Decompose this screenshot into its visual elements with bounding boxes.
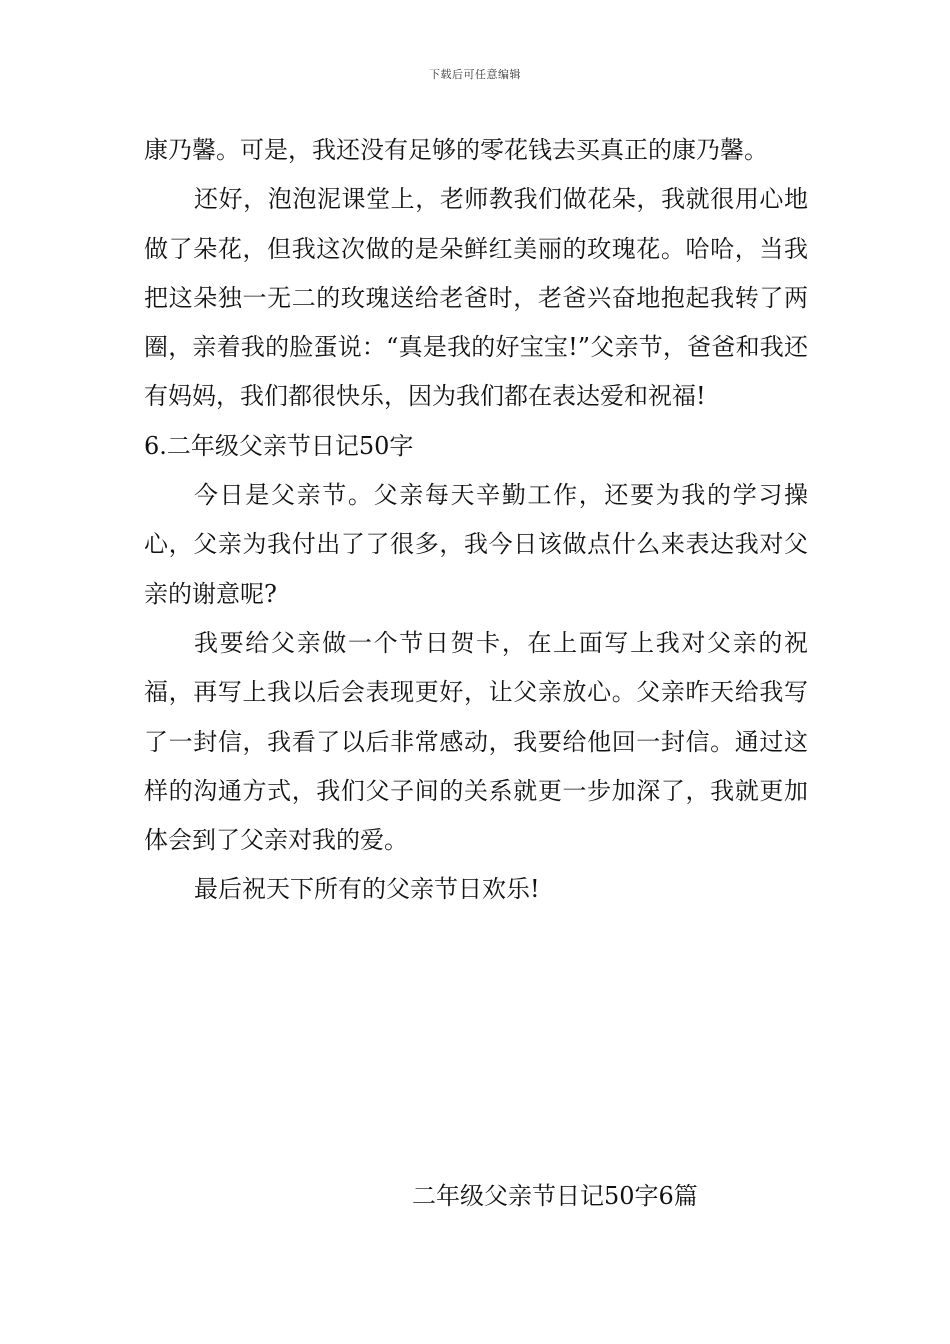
section-heading-6: 6.二年级父亲节日记50字 (144, 431, 414, 460)
paragraph-4: 我要给父亲做一个节日贺卡，在上面写上我对父亲的祝福，再写上我以后会表现更好，让父亲放心。父亲昨天给我写了一封信，我看了以后非常感动，我要给他回一封信。通过这样的沟通方式，我们父子间的关系就更一步加深了，我就更加体会到了父亲对我的爱。 (144, 628, 808, 855)
paragraph-5: 最后祝天下所有的父亲节日欢乐! (194, 875, 540, 904)
page-header-note: 下载后可任意编辑 (429, 68, 521, 81)
page-footer-title: 二年级父亲节日记50字6篇 (412, 1182, 698, 1210)
paragraph-2: 还好，泡泡泥课堂上，老师教我们做花朵，我就很用心地做了朵花，但我这次做的是朵鲜红美丽的玫瑰花。哈哈，当我把这朵独一无二的玫瑰送给老爸时，老爸兴奋地抱起我转了两圈，亲着我的脸蛋说：“真是我的好宝宝!”父亲节，爸爸和我还有妈妈，我们都很快乐，因为我们都在表达爱和祝福! (144, 185, 808, 411)
document-body (144, 126, 808, 915)
paragraph-1: 康乃馨。可是，我还没有足够的零花钱去买真正的康乃馨。 (144, 136, 768, 164)
paragraph-3: 今日是父亲节。父亲每天辛勤工作，还要为我的学习操心，父亲为我付出了了很多，我今日该做点什么来表达我对父亲的谢意呢? (144, 481, 808, 608)
